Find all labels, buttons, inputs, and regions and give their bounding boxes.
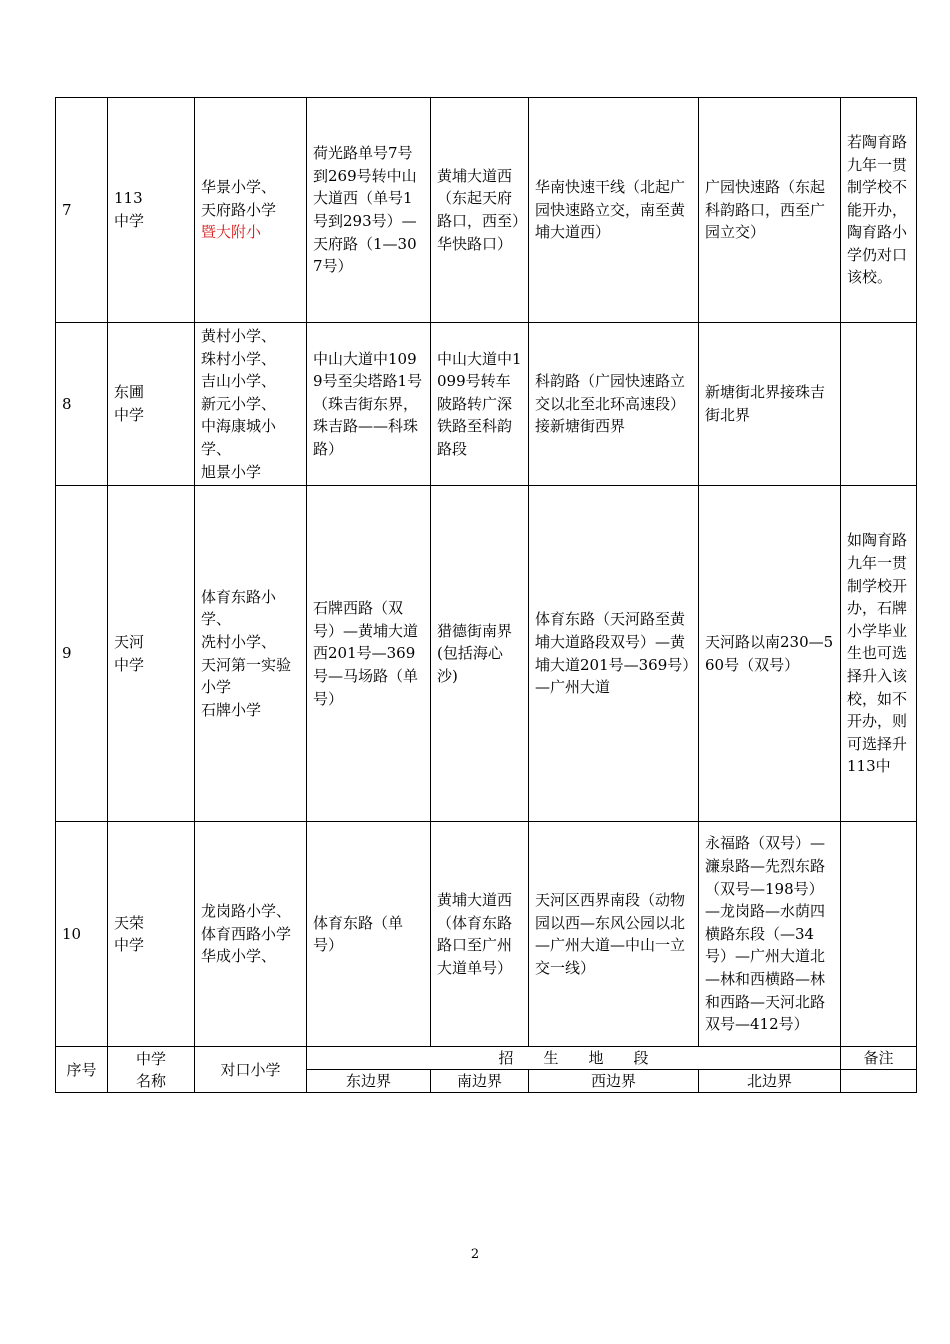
row-note <box>841 822 917 1047</box>
row-east-boundary: 中山大道中1099号至尖塔路1号（珠吉街东界，珠吉路——科珠路） <box>307 323 431 486</box>
table-row <box>56 822 917 1047</box>
row-west-boundary: 华南快速干线（北起广园快速路立交，南至黄埔大道西） <box>529 98 699 323</box>
primary-school-name: 珠村小学、 <box>201 349 277 368</box>
primary-school-name: 吉山小学、 <box>201 372 277 391</box>
row-note: 如陶育路九年一贯制学校开办，石牌小学毕业生也可选择升入该校，如不开办，则可选择升113中 <box>841 486 917 822</box>
header-east: 东边界 <box>307 1070 431 1093</box>
table-row <box>56 486 917 822</box>
row-east-boundary: 荷光路单号7号到269号转中山大道西（单号1号到293号）—天府路（1—307号） <box>307 98 431 323</box>
primary-school-name: 黄村小学、 <box>201 327 277 345</box>
row-north-boundary: 新塘街北界接珠吉街北界 <box>699 323 841 486</box>
row-east-boundary: 体育东路（单号） <box>307 822 431 1047</box>
table-row <box>56 98 917 323</box>
row-west-boundary: 天河区西界南段（动物园以西—东风公园以北—广州大道—中山一立交一线） <box>529 822 699 1047</box>
table-row <box>56 323 917 486</box>
row-north-boundary: 广园快速路（东起科韵路口，西至广园立交） <box>699 98 841 323</box>
row-note: 若陶育路九年一贯制学校不能开办，陶育路小学仍对口该校。 <box>841 98 917 323</box>
primary-school-name: 暨大附小 <box>201 223 262 242</box>
row-south-boundary: 猎德街南界(包括海心沙) <box>431 486 529 822</box>
row-seq: 7 <box>56 98 108 323</box>
row-school-name: 天荣 中学 <box>108 822 195 1047</box>
header-row-1 <box>56 1047 917 1070</box>
primary-school-name: 龙岗路小学、 <box>201 902 292 921</box>
header-range: 招 生 地 段 <box>307 1047 841 1070</box>
header-north: 北边界 <box>699 1070 841 1093</box>
primary-school-name: 体育东路小学、 <box>201 587 277 629</box>
primary-school-name: 石牌小学 <box>201 700 262 719</box>
header-primary: 对口小学 <box>195 1047 307 1093</box>
primary-school-name: 华景小学、 <box>201 178 277 197</box>
header-note-blank <box>841 1070 917 1093</box>
header-school: 中学 名称 <box>108 1047 195 1093</box>
row-north-boundary: 永福路（双号）—濂泉路—先烈东路（双号—198号）—龙岗路—水荫四横路东段（—34号）—广州大道北—林和西横路—林和西路—天河北路双号—412号） <box>699 822 841 1047</box>
primary-school-name: 华成小学、 <box>201 947 277 966</box>
primary-school-name: 体育西路小学 <box>201 924 292 943</box>
row-south-boundary: 中山大道中1099号转车陂路转广深铁路至科韵路段 <box>431 323 529 486</box>
header-south: 南边界 <box>431 1070 529 1093</box>
row-west-boundary: 体育东路（天河路至黄埔大道路段双号）—黄埔大道201号—369号）—广州大道 <box>529 486 699 822</box>
row-east-boundary: 石牌西路（双号）—黄埔大道西201号—369号—马场路（单号） <box>307 486 431 822</box>
row-north-boundary: 天河路以南230—560号（双号） <box>699 486 841 822</box>
table-body <box>56 98 917 1047</box>
primary-school-name: 天河第一实验小学 <box>201 655 292 697</box>
row-primary-schools <box>195 822 307 1047</box>
header-seq: 序号 <box>56 1047 108 1093</box>
primary-school-name: 中海康城小学、 <box>201 417 277 458</box>
primary-school-name: 新元小学、 <box>201 394 277 413</box>
row-school-name: 东圃 中学 <box>108 323 195 486</box>
primary-school-name: 旭景小学 <box>201 462 262 481</box>
page-number: 2 <box>470 1247 480 1262</box>
row-south-boundary: 黄埔大道西（体育东路路口至广州大道单号） <box>431 822 529 1047</box>
row-south-boundary: 黄埔大道西（东起天府路口，西至）华快路口） <box>431 98 529 323</box>
row-seq: 8 <box>56 323 108 486</box>
row-seq: 10 <box>56 822 108 1047</box>
row-school-name: 天河 中学 <box>108 486 195 822</box>
primary-school-name: 冼村小学、 <box>201 633 277 652</box>
row-primary-schools <box>195 98 307 323</box>
header-note: 备注 <box>841 1047 917 1070</box>
row-seq: 9 <box>56 486 108 822</box>
primary-school-name: 天府路小学 <box>201 200 277 219</box>
row-school-name: 113 中学 <box>108 98 195 323</box>
enrollment-table <box>55 97 917 1093</box>
row-note <box>841 323 917 486</box>
header-west: 西边界 <box>529 1070 699 1093</box>
row-primary-schools <box>195 323 307 486</box>
row-west-boundary: 科韵路（广园快速路立交以北至北环高速段）接新塘街西界 <box>529 323 699 486</box>
row-primary-schools <box>195 486 307 822</box>
